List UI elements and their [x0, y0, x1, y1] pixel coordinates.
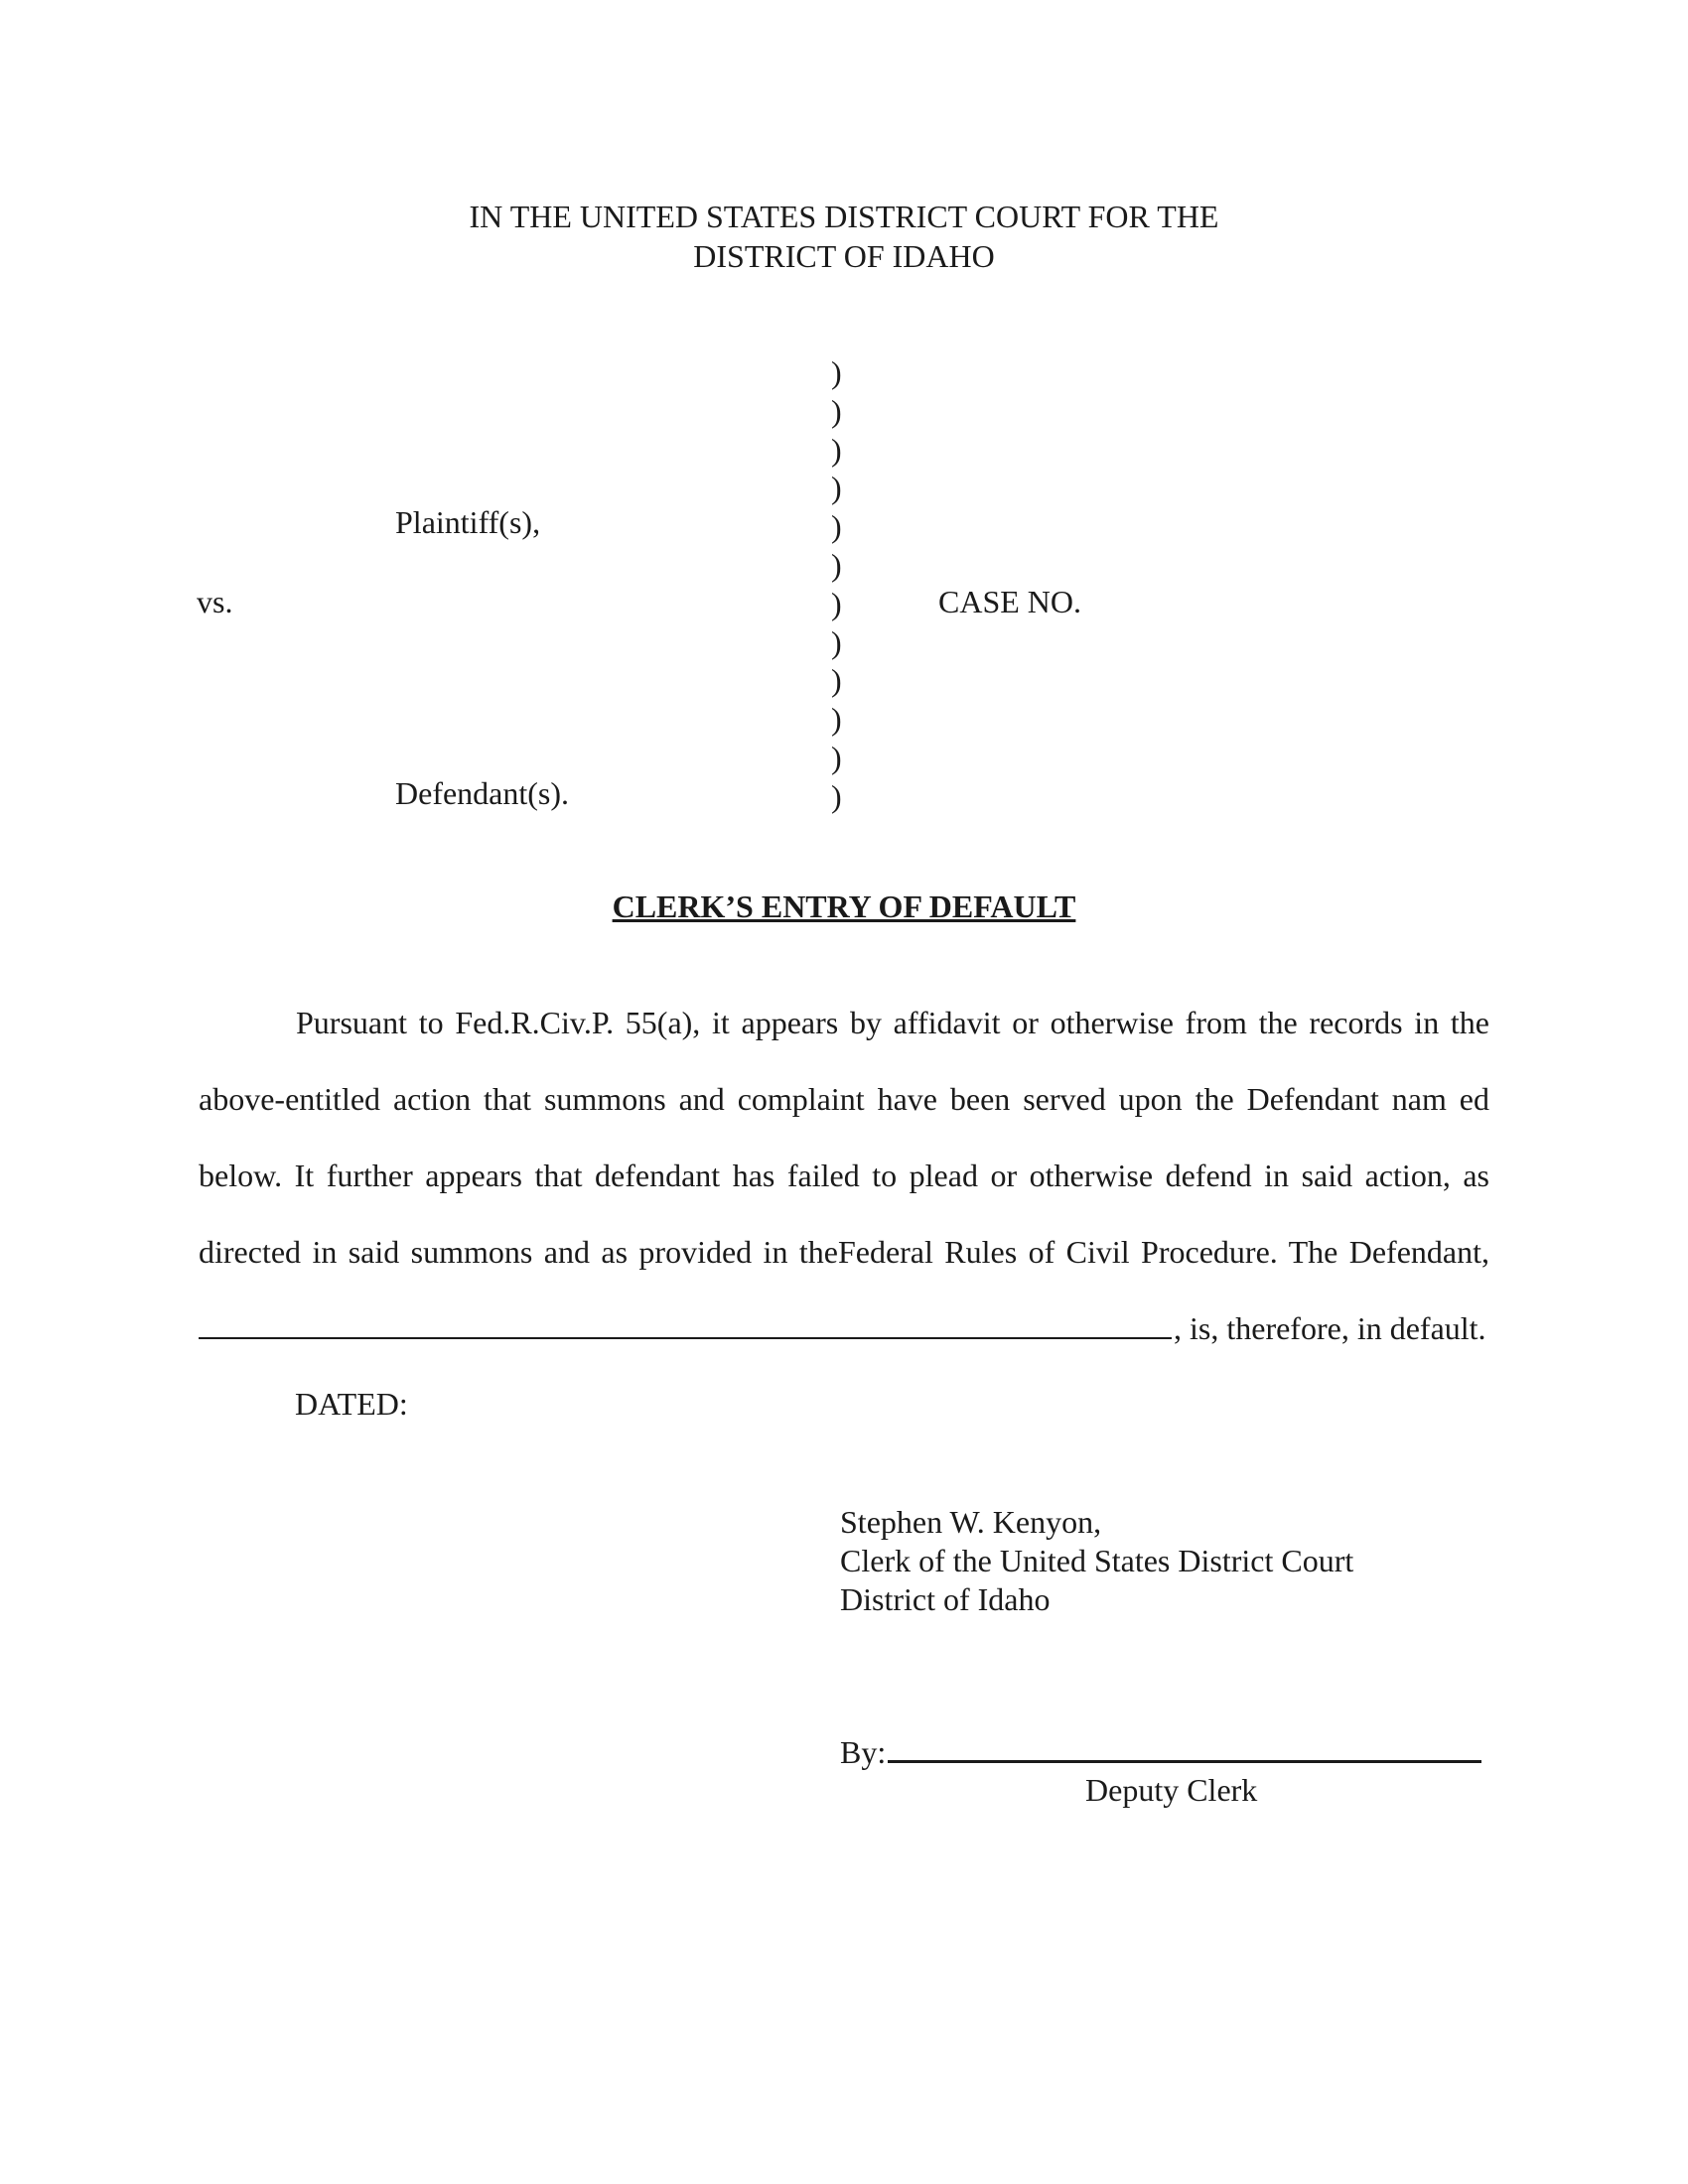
document-title: CLERK’S ENTRY OF DEFAULT — [612, 888, 1076, 924]
clerk-block — [840, 1503, 1353, 1619]
signature-blank — [888, 1732, 1481, 1763]
clerk-name: Stephen W. Kenyon, — [840, 1504, 1102, 1540]
dated-label: DATED: — [295, 1386, 408, 1422]
caption-parentheses — [831, 353, 842, 816]
caption-paren: ) — [831, 777, 842, 814]
caption-paren: ) — [831, 546, 842, 583]
by-label: By: — [840, 1734, 887, 1770]
plaintiff-label: Plaintiff(s), — [395, 504, 541, 540]
caption-paren: ) — [831, 431, 842, 468]
caption-paren: ) — [831, 392, 842, 429]
body-line-1: Pursuant to Fed.R.Civ.P. 55(a), it appears by affidavit or otherwise from the records in the — [296, 1005, 1489, 1040]
default-statement: , is, therefore, in default. — [1174, 1310, 1486, 1346]
signature-line — [840, 1732, 1481, 1771]
body-line-3: below. It further appears that defendant has failed to plead or otherwise defend in said action, as — [199, 1158, 1489, 1193]
caption-paren: ) — [831, 623, 842, 660]
caption-paren: ) — [831, 585, 842, 621]
case-number-label: CASE NO. — [938, 584, 1082, 619]
caption-paren: ) — [831, 508, 842, 545]
deputy-clerk-label: Deputy Clerk — [1085, 1772, 1258, 1808]
court-name-line-1: IN THE UNITED STATES DISTRICT COURT FOR THE — [469, 199, 1219, 234]
caption-paren: ) — [831, 739, 842, 775]
caption-paren: ) — [831, 354, 842, 390]
clerk-district: District of Idaho — [840, 1581, 1051, 1617]
body-line-2: above-entitled action that summons and complaint have been served upon the Defendant nam ed — [199, 1081, 1489, 1117]
court-name-line-2: DISTRICT OF IDAHO — [693, 238, 995, 274]
clerk-title: Clerk of the United States District Court — [840, 1543, 1354, 1578]
defendant-label: Defendant(s). — [395, 775, 570, 811]
caption-paren: ) — [831, 701, 842, 738]
body-line-5 — [199, 1291, 1489, 1367]
defendant-name-blank — [199, 1307, 1172, 1339]
vs-label: vs. — [197, 584, 233, 619]
caption-paren: ) — [831, 470, 842, 506]
body-line-4: directed in said summons and as provided in theFederal Rules of Civil Procedure. The Defendant, — [199, 1234, 1489, 1270]
caption-paren: ) — [831, 662, 842, 699]
body-paragraph — [199, 985, 1489, 1367]
